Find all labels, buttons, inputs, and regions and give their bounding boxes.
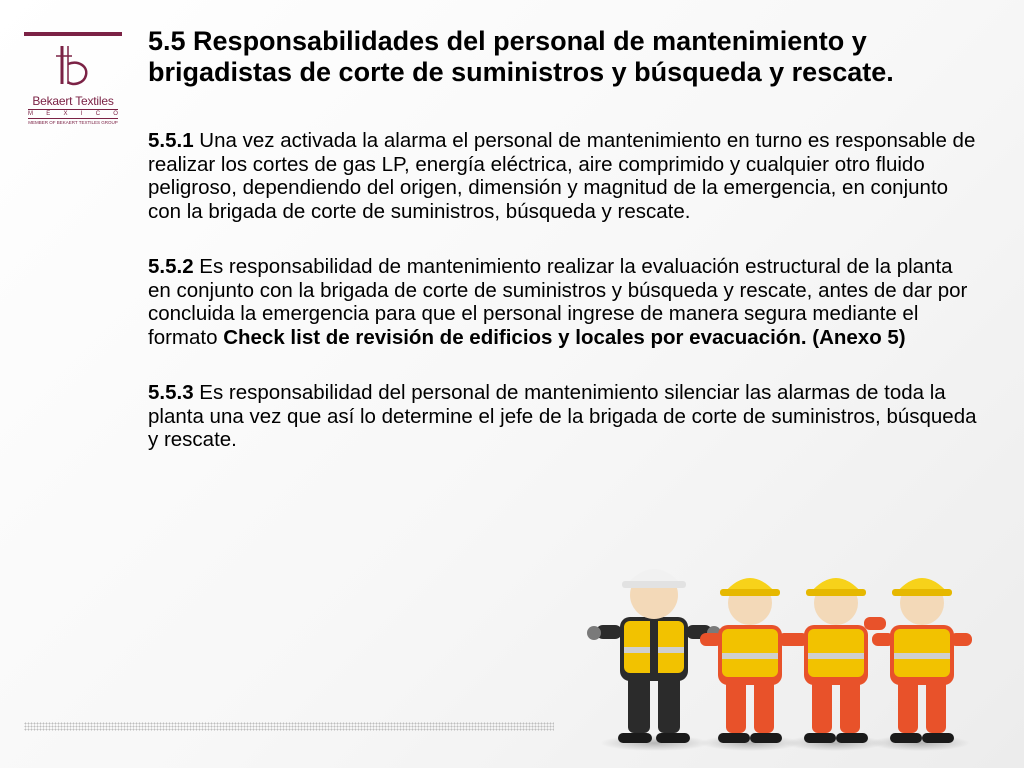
worker-figure-lead <box>587 569 721 751</box>
worker-figure <box>785 578 886 751</box>
slide-content <box>148 129 978 484</box>
logo-accent-bar <box>24 32 122 36</box>
logo-letter: I <box>80 111 83 117</box>
construction-workers-illustration <box>560 555 990 755</box>
logo-company-name: Bekaert Textiles <box>32 94 114 108</box>
section-bold-reference: Check list de revisión de edificios y locales por evacuación. (Anexo 5) <box>223 325 906 349</box>
section-number: 5.5.2 <box>148 255 194 278</box>
section-paragraph <box>148 129 978 223</box>
company-logo <box>22 30 122 130</box>
section-text: Es responsabilidad de mantenimiento realizar la evaluación estructural de la planta en conjunto con la brigada de corte de suministros y búsqueda y rescate, antes de dar por concluida la emergencia para que el personal ingrese de manera segura mediante el formato <box>148 255 968 349</box>
logo-letter: E <box>46 111 51 117</box>
logo-letter: O <box>113 111 118 117</box>
logo-letter: M <box>28 111 33 117</box>
logo-country <box>28 109 118 119</box>
logo-letter: C <box>95 111 101 117</box>
section-text: Es responsabilidad del personal de mantenimiento silenciar las alarmas de toda la planta una vez que así lo determine el jefe de la brigada de corte de suministros, búsqueda y rescate. <box>148 381 977 451</box>
section-paragraph <box>148 255 978 349</box>
bekaert-logo-icon <box>52 44 92 88</box>
worker-figure <box>700 578 800 751</box>
logo-member-text: MEMBER OF BEKAERT TEXTILES GROUP <box>28 120 118 125</box>
section-paragraph <box>148 381 978 452</box>
section-number: 5.5.1 <box>148 129 194 152</box>
slide-title: 5.5 Responsabilidades del personal de mantenimiento y brigadistas de corte de suministros y búsqueda y rescate. <box>148 26 894 87</box>
worker-figure <box>870 578 972 751</box>
decorative-dot-strip <box>24 722 554 731</box>
section-text: Una vez activada la alarma el personal de mantenimiento en turno es responsable de realizar los cortes de gas LP, energía eléctrica, aire comprimido y cualquier otro fluido peligroso, dependiendo del origen, dimensión y magnitud de la emergencia, en conjunto con la brigada de corte de suministros, búsqueda y rescate. <box>148 129 976 223</box>
logo-letter: X <box>63 111 68 117</box>
section-number: 5.5.3 <box>148 381 194 404</box>
